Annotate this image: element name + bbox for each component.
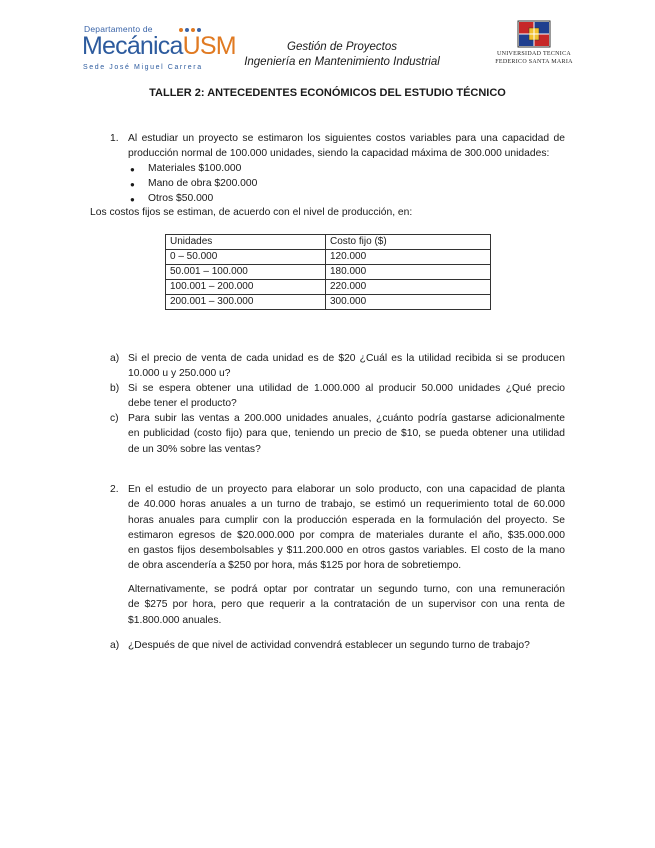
- question-c-text: [128, 411, 565, 457]
- table-cell: 0 – 50.000: [166, 250, 326, 265]
- table-row: [166, 295, 491, 310]
- problem2-paragraph1: [128, 482, 565, 574]
- problem2-question-label: a): [110, 640, 120, 651]
- table-header-cell: Costo fijo ($): [326, 235, 491, 250]
- paragraph-line: de $275 por hora, pero que requerir a la contratación de un supervisor con una renta de: [128, 599, 565, 611]
- question-b-label: b): [110, 383, 120, 394]
- problem1-intro: [128, 131, 565, 162]
- paragraph-line: horas anuales para cumplir con la producción esperada en la formulación del proyecto. Se: [128, 514, 565, 526]
- fixed-cost-table: [165, 234, 491, 310]
- question-line: Si el precio de venta de cada unidad es de $20 ¿Cuál es la utilidad recibida si se producen: [128, 353, 565, 364]
- table-cell: 100.001 – 200.000: [166, 280, 326, 295]
- problem1-intro-line: Al estudiar un proyecto se estimaron los siguientes costos variables para una capacidad de: [128, 133, 565, 144]
- table-cell: 180.000: [326, 265, 491, 280]
- table-cell: 220.000: [326, 280, 491, 295]
- problem2-paragraph2: [128, 582, 565, 628]
- problem1-bullet-item: Materiales $100.000: [148, 163, 242, 174]
- logo-campus-text: Sede José Miguel Carrera: [83, 64, 203, 71]
- problem2-number: 2.: [110, 484, 119, 495]
- university-name-line2: FEDERICO SANTA MARIA: [495, 59, 573, 65]
- logo-brand-accent: USM: [182, 32, 236, 60]
- paragraph-line: En el estudio de un proyecto para elaborar un solo producto, con una capacidad de planta: [128, 484, 565, 495]
- table-cell: 300.000: [326, 295, 491, 310]
- header-subtitle: Ingeniería en Mantenimiento Industrial: [244, 56, 440, 68]
- table-cell: 200.001 – 300.000: [166, 295, 326, 310]
- question-line: en publicidad (costo fijo) para que, teniendo un precio de $10, se pueda obtener una utilidad: [128, 428, 565, 440]
- problem2-question-text: ¿Después de que nivel de actividad convendrá establecer un segundo turno de trabajo?: [128, 640, 530, 651]
- university-crest-icon: [516, 20, 552, 48]
- paragraph-line: estimaron egresos de $20.000.000 por compra de materiales durante el año, $35.000.000: [128, 529, 565, 541]
- paragraph-line: de obra ascendería a $250 por hora, más $125 por hora de sobretiempo.: [128, 560, 462, 572]
- question-line: 10.000 u y 250.000 u?: [128, 368, 231, 380]
- paragraph-line: de 40.000 horas anuales a un turno de trabajo, se estimó un requerimiento total de 60.000: [128, 499, 565, 511]
- bullet-icon: ●: [130, 180, 135, 189]
- question-b-text: [128, 381, 565, 412]
- problem1-number: 1.: [110, 133, 119, 144]
- question-line: Si se espera obtener una utilidad de 1.000.000 al producir 50.000 unidades ¿Qué precio: [128, 383, 565, 394]
- university-name-line1: UNIVERSIDAD TECNICA: [496, 51, 572, 57]
- problem1-bullet-item: Otros $50.000: [148, 193, 214, 204]
- question-a-text: [128, 351, 565, 382]
- bullet-icon: ●: [130, 165, 135, 174]
- logo-brand-main: Mecánica: [82, 32, 183, 60]
- header-title: Gestión de Proyectos: [287, 41, 397, 53]
- problem1-bullet-item: Mano de obra $200.000: [148, 178, 258, 189]
- problem1-fixed-cost-intro: Los costos fijos se estiman, de acuerdo con el nivel de producción, en:: [90, 207, 413, 218]
- paragraph-line: Alternativamente, se podrá optar por contratar un segundo turno, con una remuneración: [128, 584, 565, 595]
- bullet-icon: ●: [130, 195, 135, 204]
- university-logo: [486, 20, 582, 70]
- department-logo: [82, 24, 236, 72]
- question-a-label: a): [110, 353, 120, 364]
- table-cell: 50.001 – 100.000: [166, 265, 326, 280]
- logo-department-text: Departamento de: [84, 24, 153, 34]
- table-row: [166, 265, 491, 280]
- question-line: de un 30% sobre las ventas?: [128, 443, 261, 455]
- document-title: TALLER 2: ANTECEDENTES ECONÓMICOS DEL ESTUDIO TÉCNICO: [149, 87, 506, 99]
- table-cell: 120.000: [326, 250, 491, 265]
- paragraph-line: $1.800.000 anuales.: [128, 614, 222, 626]
- table-header-row: [166, 235, 491, 250]
- table-row: [166, 250, 491, 265]
- question-line: debe tener el producto?: [128, 398, 237, 410]
- table-row: [166, 280, 491, 295]
- question-c-label: c): [110, 413, 119, 424]
- table-header-cell: Unidades: [166, 235, 326, 250]
- question-line: Para subir las ventas a 200.000 unidades anuales, ¿cuánto podría gastarse adicionalmente: [128, 413, 565, 424]
- problem1-intro-line: producción normal de 100.000 unidades, siendo la capacidad máxima de 300.000 unidades:: [128, 148, 550, 160]
- paragraph-line: en gastos fijos desembolsables y $11.200.000 en otros gastos variables. El costo de la mano: [128, 545, 565, 557]
